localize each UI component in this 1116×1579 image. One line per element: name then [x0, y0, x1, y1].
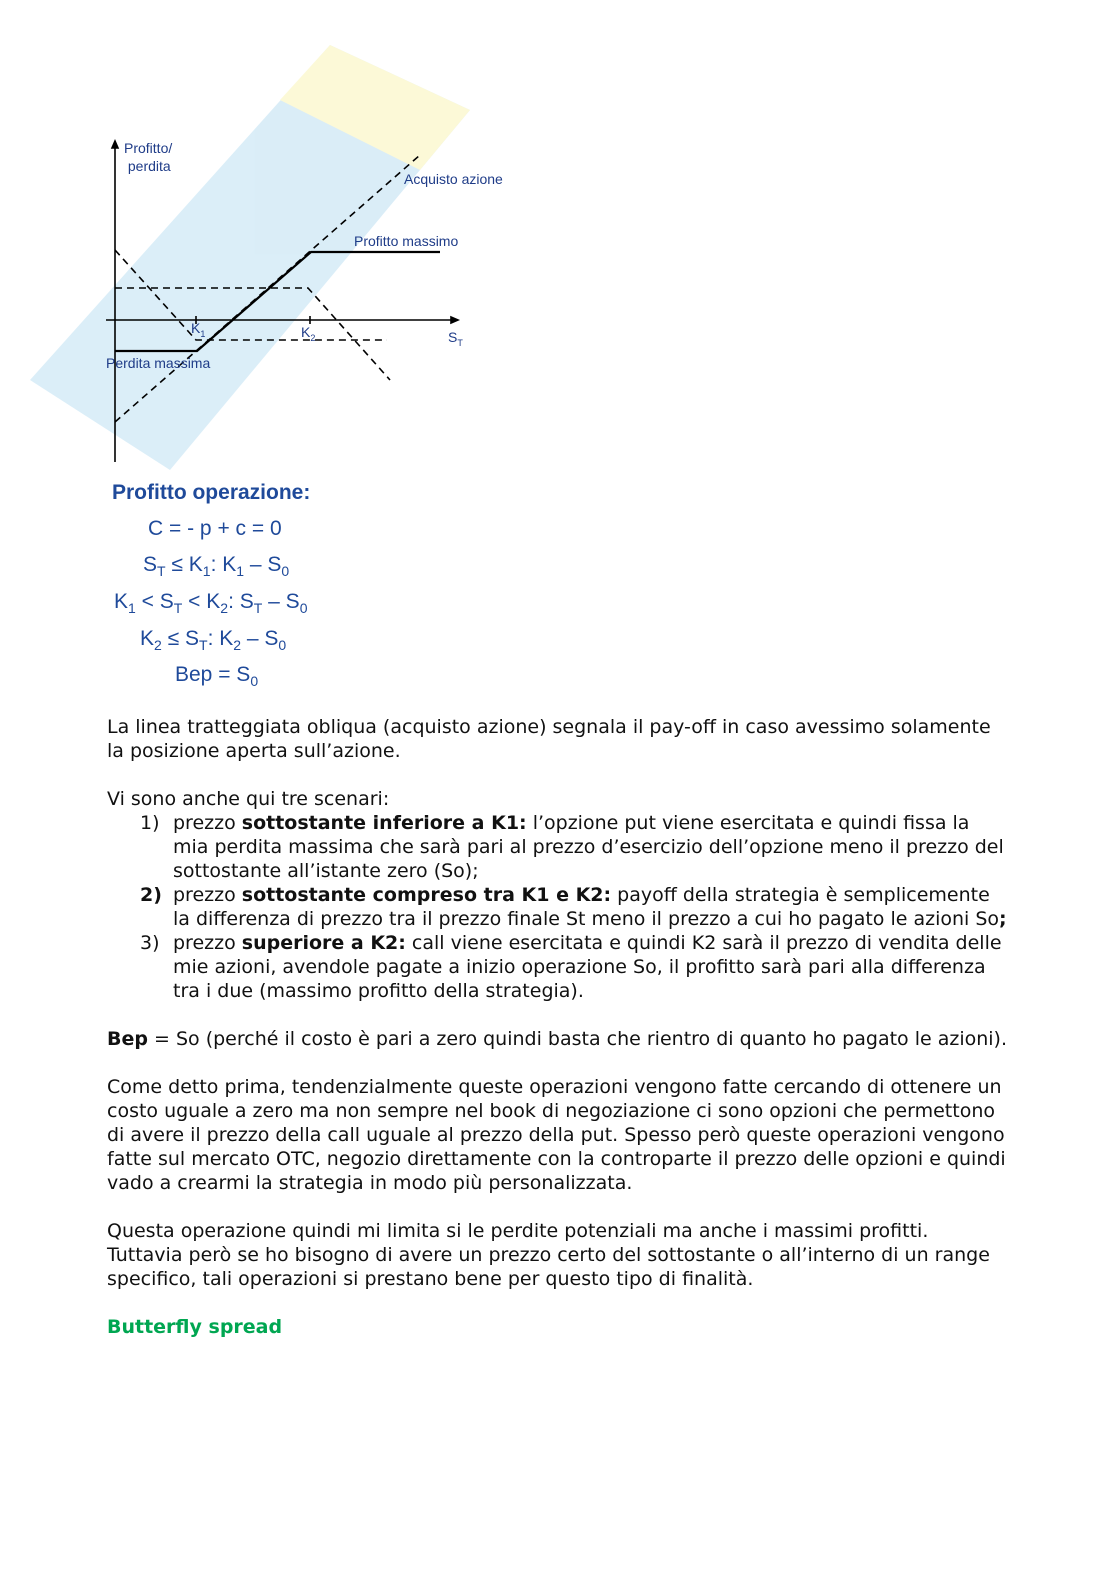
- bep-rest: = So (perché il costo è pari a zero quindi basta che rientro di quanto ho pagato le azioni).: [147, 1028, 1008, 1050]
- body-text: [107, 715, 1007, 1339]
- x-axis-arrow: [451, 317, 458, 323]
- formula-cost: C = - p + c = 0: [148, 517, 282, 540]
- payoff-diagram: [0, 0, 600, 480]
- item-post: l’opzione put viene esercitata e quindi fissa la mia perdita massima che sarà pari al prezzo d’esercizio dell’opzione meno il prezzo del sottostante all’istante zero (So);: [173, 812, 1004, 882]
- f: T: [199, 637, 208, 654]
- k2-text: K: [301, 324, 311, 340]
- k1-text: K: [191, 320, 201, 336]
- x-label: S: [448, 329, 458, 345]
- f: 0: [299, 600, 308, 617]
- f: 2: [233, 637, 242, 654]
- f: 2: [154, 637, 162, 654]
- list-item: [107, 883, 1007, 931]
- paragraph-stock-line: La linea tratteggiata obliqua (acquisto azione) segnala il pay-off in caso avessimo solamente la posizione aperta sull’azione.: [107, 716, 991, 762]
- f: 1: [202, 563, 211, 580]
- k1-label: [191, 320, 205, 339]
- paragraph-bep: [107, 1027, 1007, 1051]
- f: : K: [207, 627, 234, 650]
- formula-title: Profitto operazione:: [112, 481, 311, 504]
- f: T: [173, 600, 183, 617]
- f: : K: [210, 553, 237, 576]
- k1-sub: 1: [200, 328, 206, 339]
- y-axis-arrow: [112, 141, 118, 148]
- list-item: [107, 931, 1007, 1003]
- x-axis-label: [448, 329, 463, 348]
- max-loss-label: Perdita massima: [106, 355, 211, 371]
- paragraph-otc: Come detto prima, tendenzialmente queste operazioni vengono fatte cercando di ottenere un costo uguale a zero ma non sempre nel book di negoziazione ci sono opzioni che permettono di avere il prezzo della call uguale al prezzo della put. Spesso però queste operazioni vengono fatte sul mercato OTC, negozio direttamente con la controparte il prezzo delle opzioni e quindi vado a crearmi la strategia in modo più personalizzata.: [107, 1076, 1006, 1194]
- f: K: [140, 627, 155, 650]
- f: 2: [220, 600, 229, 617]
- item-tail: ;: [999, 908, 1007, 930]
- formula-bep: [175, 663, 258, 689]
- bep-bold: Bep: [107, 1028, 148, 1050]
- list-item: [107, 811, 1007, 883]
- item-bold: sottostante inferiore a K1:: [241, 812, 527, 834]
- y-axis-label: [124, 139, 172, 175]
- f: ≤ K: [165, 553, 203, 576]
- paragraph-scenarios: Vi sono anche qui tre scenari:: [107, 788, 390, 810]
- f: S: [143, 553, 158, 576]
- f: < S: [135, 590, 174, 613]
- f: ≤ S: [161, 627, 200, 650]
- item-number: 3): [140, 932, 160, 954]
- watermark: [30, 45, 470, 470]
- max-profit-label: Profitto massimo: [354, 233, 459, 249]
- f: K: [114, 590, 129, 613]
- section-heading: Butterfly spread: [107, 1316, 283, 1338]
- f: – S: [262, 590, 300, 613]
- f: – S: [244, 553, 282, 576]
- f: : S: [228, 590, 254, 613]
- f: T: [253, 600, 263, 617]
- item-number: 1): [140, 812, 160, 834]
- f: < K: [182, 590, 221, 613]
- item-post: call viene esercitata e quindi K2 sarà il prezzo di vendita delle mie azioni, avendole pagate a inizio operazione So, il profitto sarà pari alla differenza tra i due (massimo profitto della strategia).: [173, 932, 1002, 1002]
- stock-label: Acquisto azione: [404, 171, 503, 187]
- scenario-list: [107, 811, 1007, 1003]
- y-label-line1: Profitto/: [124, 140, 173, 156]
- k2-sub: 2: [310, 332, 316, 343]
- item-post: payoff della strategia è semplicemente la differenza di prezzo tra il prezzo finale St meno il prezzo a cui ho pagato le azioni So: [173, 884, 1000, 930]
- y-label-line2: perdita: [127, 158, 171, 174]
- item-number: 2): [140, 884, 162, 906]
- formula-below-k1: [143, 553, 289, 579]
- item-pre: prezzo: [173, 932, 242, 954]
- formula-above-k2: [140, 627, 286, 653]
- f: – S: [241, 627, 279, 650]
- item-pre: prezzo: [173, 812, 242, 834]
- paragraph-limits: Questa operazione quindi mi limita si le perdite potenziali ma anche i massimi profitti. Tuttavia però se ho bisogno di avere un prezzo certo del sottostante o all’interno di un range specifico, tali operazioni si prestano bene per questo tipo di finalità.: [107, 1220, 990, 1290]
- item-bold: superiore a K2:: [241, 932, 406, 954]
- f: 0: [281, 563, 290, 580]
- f: T: [157, 563, 166, 580]
- item-bold: sottostante compreso tra K1 e K2:: [241, 884, 612, 906]
- f: 0: [250, 673, 259, 690]
- item-pre: prezzo: [173, 884, 242, 906]
- formula-between: [114, 590, 307, 616]
- f: Bep = S: [175, 663, 251, 686]
- k2-label: [301, 324, 315, 343]
- x-label-sub: T: [457, 337, 463, 348]
- f: 1: [128, 600, 136, 617]
- f: 0: [278, 637, 287, 654]
- f: 1: [236, 563, 245, 580]
